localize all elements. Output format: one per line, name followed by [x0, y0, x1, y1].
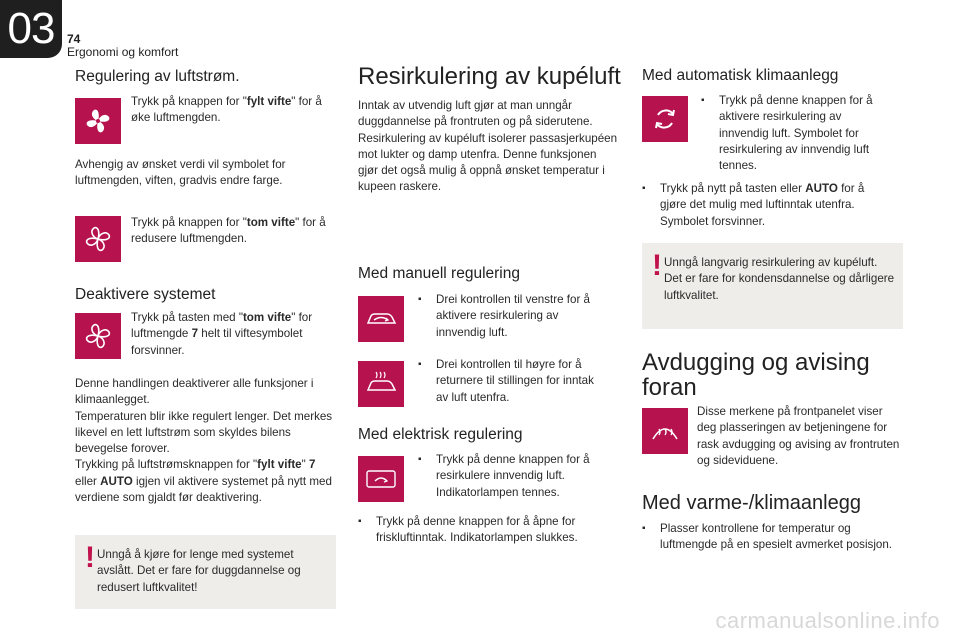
recirculation-button-icon	[358, 456, 404, 502]
defog-text: Disse merkene på frontpanelet viser deg plasseringen av betjeningene for rask avdugging og avising av frontruten og sideviduene.	[697, 405, 900, 467]
manual-left-item: ▪ Drei kontrollen til venstre for å aktivere resirkulering av innvendig luft.	[418, 293, 591, 339]
deactivate-paragraph: Denne handlingen deaktiverer alle funksjoner i klimaanlegget. Temperaturen blir ikke regulert lenger. Det merkes likevel en lett luftstrøm som skyldes bilens bevegelse forover. Trykking på luftstrømsknappen for "fylt vifte" 7 eller AUTO igjen vil aktivere systemet på nytt med verdiene som gjaldt før deaktivering.	[75, 377, 333, 505]
warning-box	[642, 243, 903, 329]
warning-text: Unngå å kjøre for lenge med systemet avslått. Det er fare for duggdannelse og redusert luftkvalitet!	[97, 548, 301, 594]
warning-icon: !	[652, 249, 662, 282]
fan-filled-icon	[75, 98, 121, 144]
section-title: Ergonomi og komfort	[67, 45, 179, 59]
manual-right-item: ▪ Drei kontrollen til høyre for å returnere til stillingen for inntak av luft utenfra.	[418, 358, 594, 404]
electric-press-item: ▪ Trykk på denne knappen for å resirkulere innvendig luft. Indikatorlampen tennes.	[418, 453, 590, 499]
airflow-note: Avhengig av ønsket verdi vil symbolet for luftmengden, viften, gradvis endre farge.	[75, 158, 286, 188]
auto-again-item: ▪ Trykk på nytt på tasten eller AUTO for å gjøre det mulig med luftinntak utenfra. Symbolet forsvinner.	[642, 182, 865, 228]
warning-icon: !	[85, 541, 95, 574]
page-number: 74	[67, 32, 81, 46]
manual-heading: Med manuell regulering	[358, 265, 520, 282]
airflow-increase-text: Trykk på knappen for "fylt vifte" for å øke luftmengden.	[131, 95, 322, 125]
car-recirculation-icon	[358, 296, 404, 342]
warning-text: Unngå langvarig resirkulering av kupéluft. Det er fare for kondensdannelse og dårligere luftkvalitet.	[664, 256, 895, 302]
fan-outline-icon	[75, 216, 121, 262]
defog-title: Avdugging og avising foran	[642, 349, 870, 402]
chapter-tab	[0, 0, 62, 58]
deactivate-text: Trykk på tasten med "tom vifte" for luftmengde 7 helt til viftesymbolet forsvinner.	[131, 311, 313, 357]
electric-open-item: ▪ Trykk på denne knappen for å åpne for friskluftinntak. Indikatorlampen slukkes.	[358, 515, 578, 545]
watermark: carmanualsonline.info	[715, 608, 940, 633]
heat-item: ▪ Plasser kontrollene for temperatur og luftmengde på en spesielt avmerket posisjon.	[642, 522, 893, 552]
auto-heading: Med automatisk klimaanlegg	[642, 67, 839, 84]
recirculation-arrows-icon	[642, 96, 688, 142]
recirculation-intro: Inntak av utvendig luft gjør at man unngår duggdannelse på frontruten og på siderutene. Resirkulering av kupéluft isolerer passasjerkupéen mot lukter og damp utenfra. Denne funksjonen gjør det også mulig å oppnå ønsket temperatur i kupeen raskere.	[358, 99, 618, 194]
fan-outline-icon	[75, 313, 121, 359]
car-fresh-air-icon	[358, 361, 404, 407]
chapter-number: 03	[7, 4, 55, 53]
deactivate-heading: Deaktivere systemet	[75, 286, 216, 303]
auto-press-item: ▪ Trykk på denne knappen for å aktivere resirkulering av innvendig luft. Symbolet for resirkulering av innvendig luft tennes.	[701, 94, 873, 173]
airflow-decrease-text: Trykk på knappen for "tom vifte" for å redusere luftmengden.	[131, 216, 326, 246]
electric-heading: Med elektrisk regulering	[358, 426, 523, 443]
heat-heading: Med varme-/klimaanlegg	[642, 492, 861, 514]
warning-box	[75, 535, 336, 609]
recirculation-title: Resirkulering av kupéluft	[358, 63, 621, 90]
airflow-heading: Regulering av luftstrøm.	[75, 68, 240, 85]
windscreen-defrost-icon	[642, 408, 688, 454]
